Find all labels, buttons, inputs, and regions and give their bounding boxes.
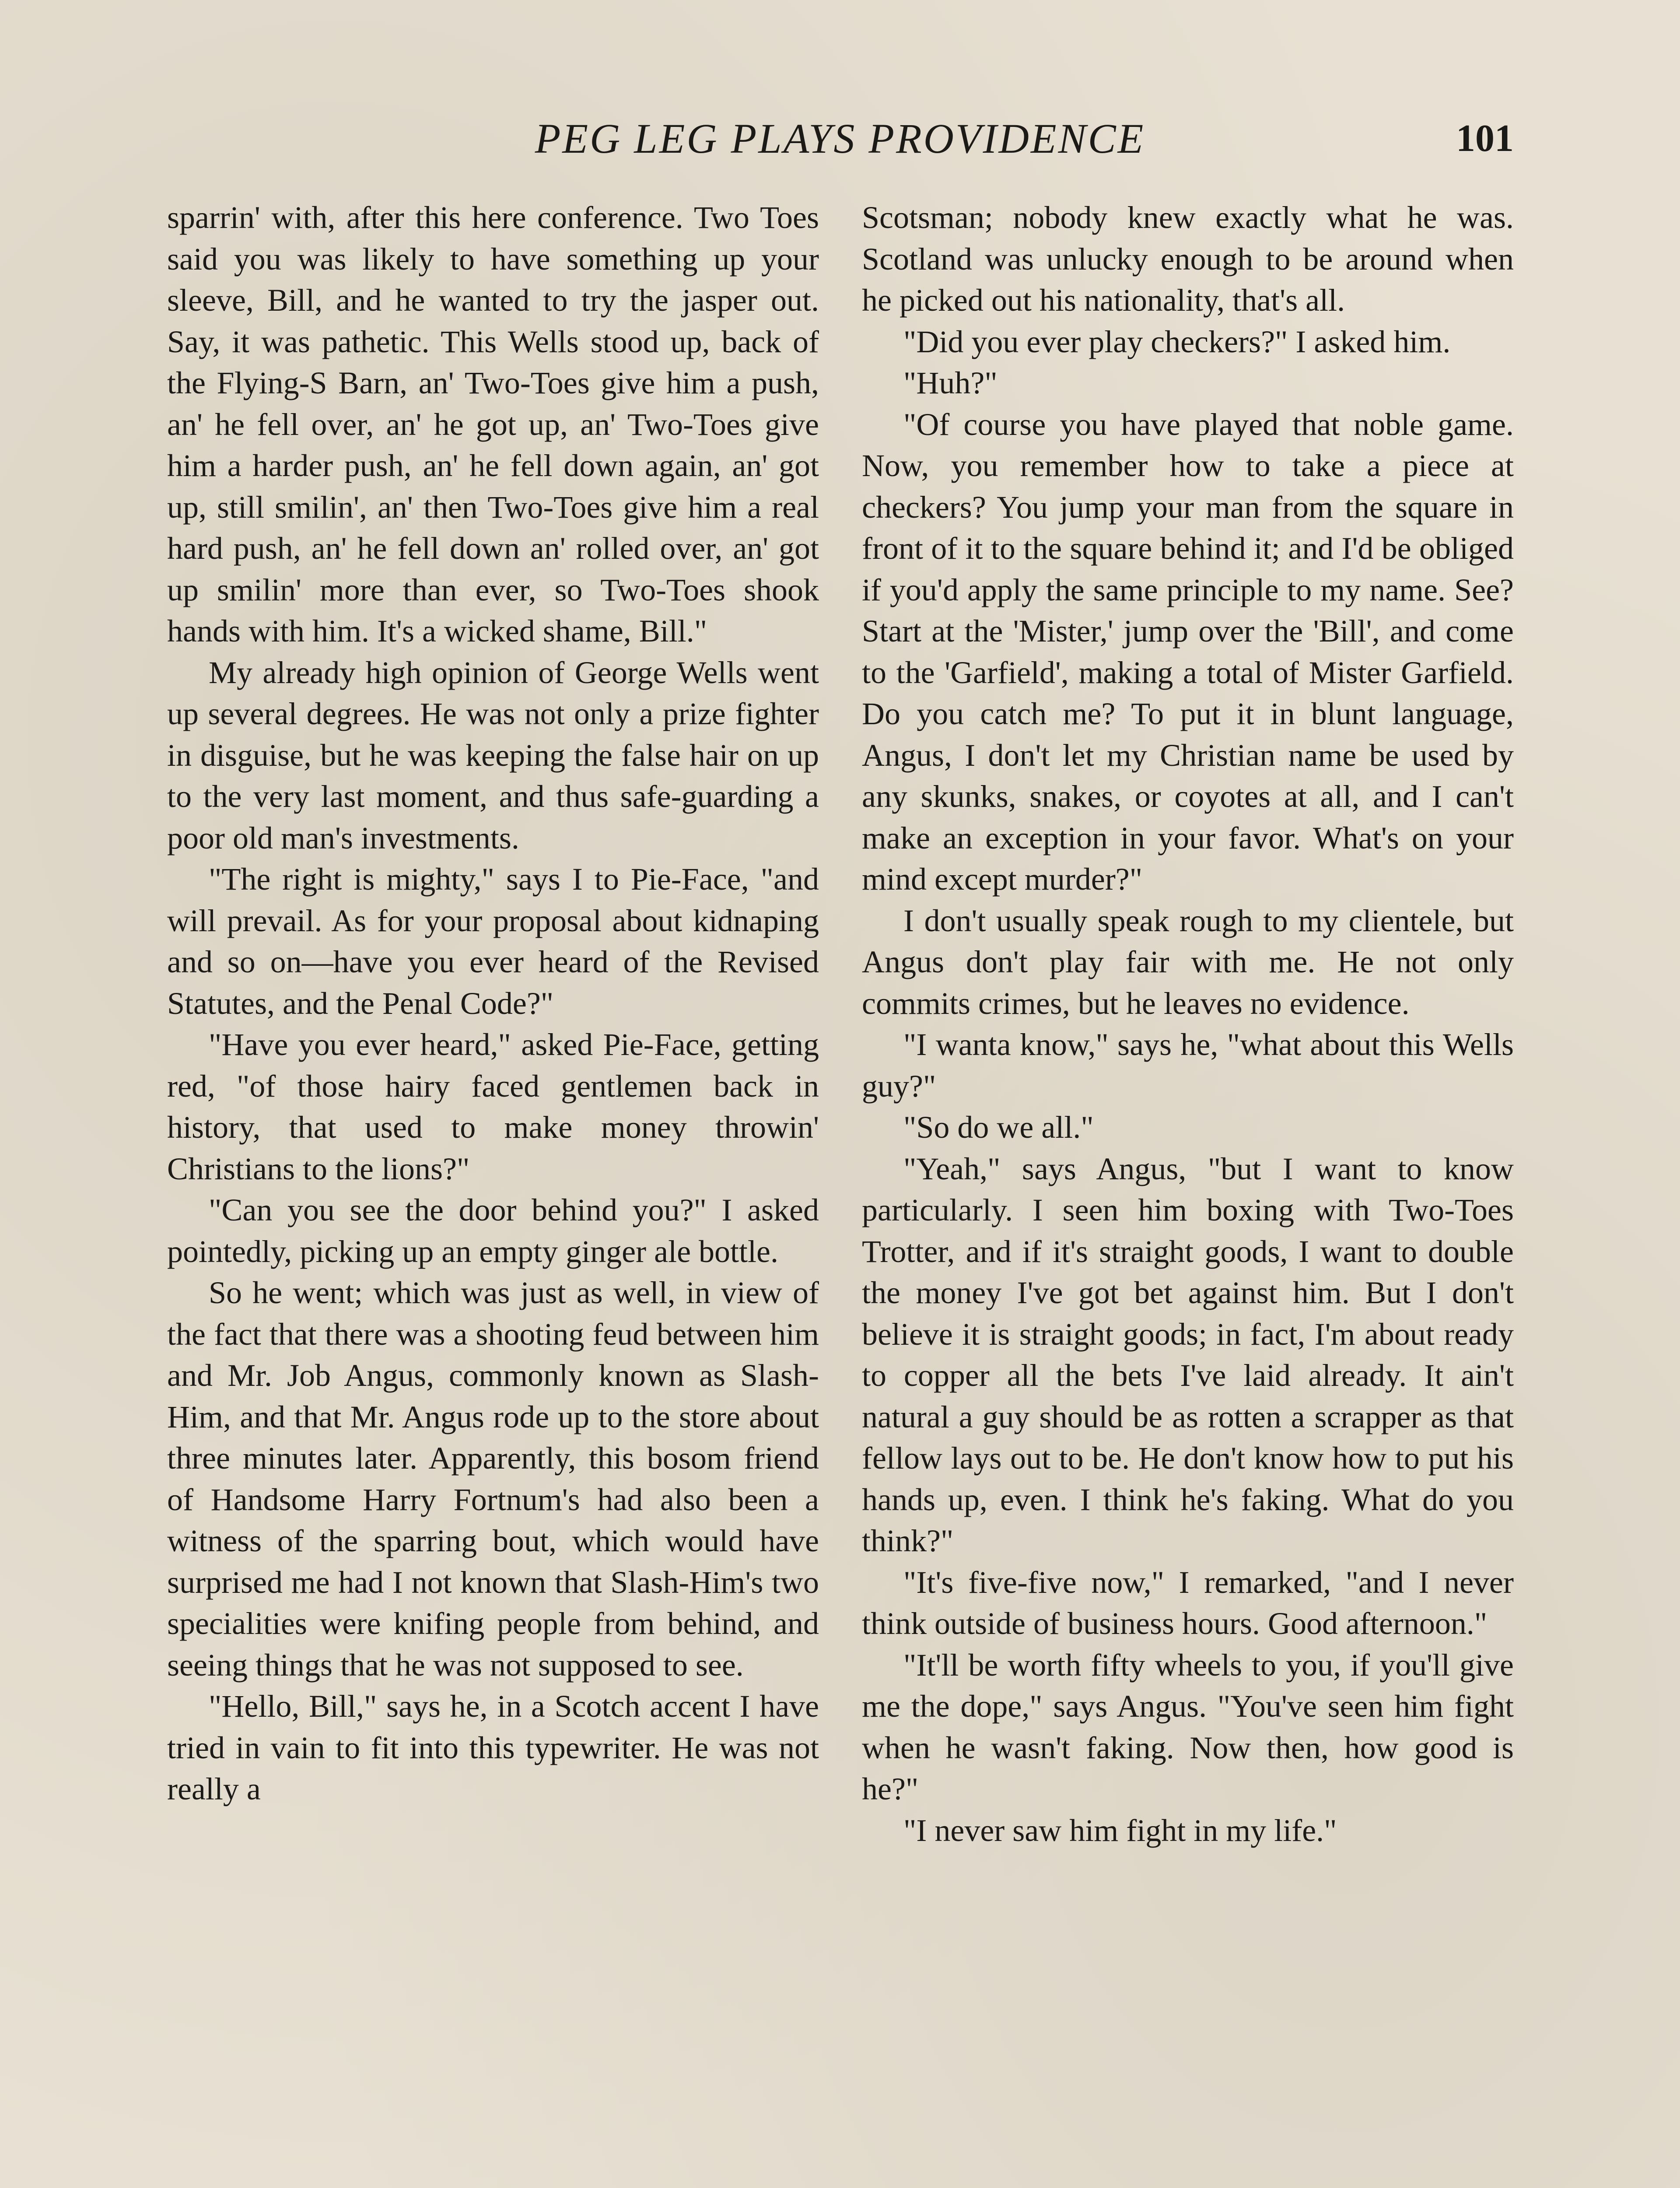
paragraph: "Hello, Bill," says he, in a Scotch accent I have tried in vain to fit into this typewriter. He was not really a bbox=[167, 1689, 819, 1806]
paragraph: Scotsman; nobody knew exactly what he was. Scotland was unlucky enough to be around when he picked out his nationality, that's all. bbox=[862, 200, 1514, 318]
paragraph: "I never saw him fight in my life." bbox=[903, 1813, 1337, 1848]
running-title: PEG LEG PLAYS PROVIDENCE bbox=[535, 115, 1145, 162]
paragraph: "Can you see the door behind you?" I asked pointedly, picking up an empty ginger ale bottle. bbox=[167, 1192, 819, 1269]
paragraph: "Of course you have played that noble game. Now, you remember how to take a piece at checkers? You jump your man from the square in front of it to the square behind it; and I'd be obliged if you'd apply the same principle to my name. See? Start at the 'Mister,' jump over the 'Bill', and come to the 'Garfield', making a total of Mister Garfield. Do you catch me? To put it in blunt language, Angus, I don't let my Christian name be used by any skunks, snakes, or coyotes at all, and I can't make an exception in your favor. What's on your mind except murder?" bbox=[862, 407, 1514, 897]
paragraph: sparrin' with, after this here conference. Two Toes said you was likely to have something up your sleeve, Bill, and he wanted to try the jasper out. Say, it was pathetic. This Wells stood up, back of the Flying-S Barn, an' Two-Toes give him a push, an' he fell over, an' he got up, an' Two-Toes give him a harder push, an' he fell down again, an' got up, still smilin', an' then Two-Toes give him a real hard push, an' he fell down an' rolled over, an' got up smilin' more than ever, so Two-Toes shook hands with him. It's a wicked shame, Bill." bbox=[167, 200, 819, 649]
paragraph: "Have you ever heard," asked Pie-Face, getting red, "of those hairy faced gentlemen back in history, that used to make money throwin' Christians to the lions?" bbox=[167, 1027, 819, 1186]
paragraph: "It'll be worth fifty wheels to you, if you'll give me the dope," says Angus. "You've seen him fight when he wasn't faking. Now then, how good is he?" bbox=[862, 1647, 1514, 1806]
paragraph: "Yeah," says Angus, "but I want to know particularly. I seen him boxing with Two-Toes Trotter, and if it's straight goods, I want to double the money I've got bet against him. But I don't believe it is straight goods; in fact, I'm about ready to copper all the bets I've laid already. It ain't natural a guy should be as rotten a scrapper as that fellow lays out to be. He don't know how to put his hands up, even. I think he's faking. What do you think?" bbox=[862, 1151, 1514, 1558]
paragraph: "Did you ever play checkers?" I asked him. bbox=[903, 324, 1451, 359]
page-header bbox=[166, 115, 1514, 163]
paragraph: "I wanta know," says he, "what about this Wells guy?" bbox=[862, 1027, 1514, 1104]
paragraph: My already high opinion of George Wells went up several degrees. He was not only a prize fighter in disguise, but he was keeping the false hair on up to the very last moment, and thus safe-guarding a poor old man's investments. bbox=[167, 655, 819, 856]
left-column bbox=[167, 197, 819, 1810]
right-column bbox=[862, 197, 1514, 1851]
paragraph: "So do we all." bbox=[903, 1110, 1094, 1145]
paragraph: I don't usually speak rough to my clientele, but Angus don't play fair with me. He not only commits crimes, but he leaves no evidence. bbox=[862, 903, 1514, 1021]
page-number: 101 bbox=[1456, 117, 1514, 160]
paragraph: "Huh?" bbox=[903, 365, 998, 400]
paragraph: So he went; which was just as well, in view of the fact that there was a shooting feud between him and Mr. Job Angus, commonly known as Slash-Him, and that Mr. Angus rode up to the store about three minutes later. Apparently, this bosom friend of Handsome Harry Fortnum's had also been a witness of the sparring bout, which would have surprised me had I not known that Slash-Him's two specialities were knifing people from behind, and seeing things that he was not supposed to see. bbox=[167, 1275, 819, 1683]
paragraph: "The right is mighty," says I to Pie-Face, "and will prevail. As for your proposal about kidnaping and so on—have you ever heard of the Revised Statutes, and the Penal Code?" bbox=[167, 862, 819, 1021]
paragraph: "It's five-five now," I remarked, "and I never think outside of business hours. Good afternoon." bbox=[862, 1564, 1514, 1641]
